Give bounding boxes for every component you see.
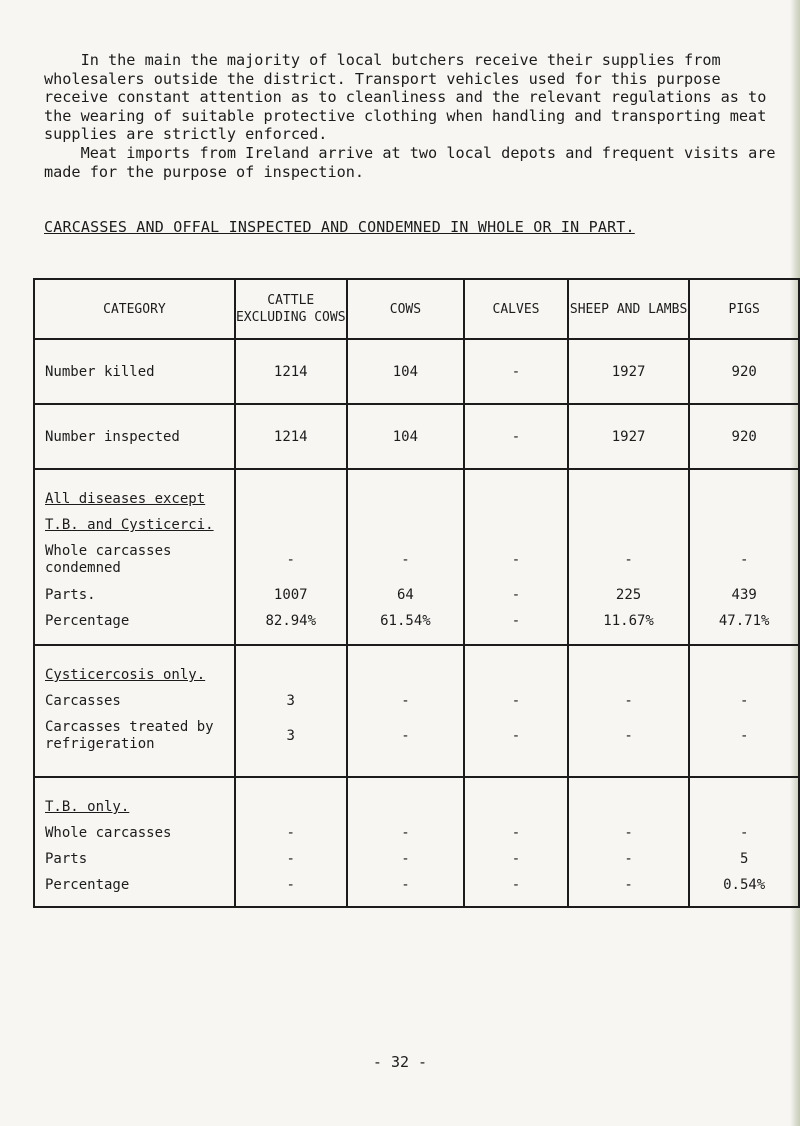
- value-whole: -: [739, 825, 749, 841]
- value-parts: -: [511, 851, 521, 867]
- cell-calves: -: [464, 404, 568, 469]
- parts-label: Parts.: [45, 587, 96, 603]
- page-number: - 32 -: [372, 1053, 428, 1071]
- table-row-number-killed: [34, 339, 799, 404]
- header-sheep: SHEEP AND LAMBS: [568, 279, 690, 339]
- value-refrigeration: 3: [286, 727, 295, 744]
- percentage-label: Percentage: [45, 877, 130, 893]
- cell-pigs: [689, 645, 799, 777]
- cell-cows: [347, 777, 465, 907]
- table-row-number-inspected: [34, 404, 799, 469]
- cell-cattle: [235, 469, 347, 645]
- value-percentage: 11.67%: [603, 613, 654, 629]
- value-parts: 64: [396, 587, 414, 603]
- cell-calves: [464, 777, 568, 907]
- value-carcasses: -: [511, 693, 521, 709]
- value-whole: -: [286, 825, 295, 841]
- table-row-cysticercosis: [34, 645, 799, 777]
- cell-pigs: [689, 469, 799, 645]
- cell-cows: 104: [347, 404, 465, 469]
- cell-cattle: [235, 777, 347, 907]
- cell-sheep: [568, 469, 690, 645]
- cell-pigs: 920: [689, 404, 799, 469]
- value-refrigeration: -: [624, 727, 633, 744]
- cell-calves: [464, 469, 568, 645]
- parts-label: Parts: [45, 851, 88, 867]
- value-carcasses: -: [401, 693, 410, 709]
- cell-sheep: 1927: [568, 339, 690, 404]
- value-percentage: 47.71%: [718, 613, 770, 629]
- value-percentage: -: [624, 877, 633, 893]
- value-percentage: -: [511, 877, 521, 893]
- cell-calves: -: [464, 339, 568, 404]
- value-parts: 5: [739, 851, 749, 867]
- refrigeration-label: Carcasses treated by refrigeration: [45, 719, 214, 752]
- cell-cows: [347, 469, 465, 645]
- value-whole: -: [511, 551, 521, 568]
- value-carcasses: 3: [286, 693, 295, 709]
- value-refrigeration: -: [739, 727, 749, 744]
- row-label-group: [34, 645, 235, 777]
- whole-carcasses-label: Whole carcasses: [45, 825, 172, 841]
- table-row-all-diseases: [34, 469, 799, 645]
- table-header-row: [34, 279, 799, 339]
- header-calves: CALVES: [464, 279, 568, 339]
- header-cows: COWS: [347, 279, 465, 339]
- cell-sheep: [568, 645, 690, 777]
- table-heading: CARCASSES AND OFFAL INSPECTED AND CONDEMNED IN WHOLE OR IN PART.: [44, 218, 635, 236]
- value-whole: -: [624, 551, 633, 568]
- section-title-line-1: All diseases except: [45, 491, 206, 507]
- row-label: Number killed: [34, 339, 235, 404]
- whole-carcasses-label: Whole carcasses condemned: [45, 543, 172, 576]
- percentage-label: Percentage: [45, 613, 130, 629]
- section-title: Cysticercosis only.: [45, 667, 206, 683]
- value-percentage: 0.54%: [723, 877, 766, 893]
- section-title: T.B. only.: [45, 799, 130, 815]
- value-percentage: 82.94%: [265, 613, 317, 629]
- value-percentage: 61.54%: [380, 613, 431, 629]
- value-carcasses: -: [739, 693, 749, 709]
- cell-cattle: 1214: [235, 339, 347, 404]
- row-label: Number inspected: [34, 404, 235, 469]
- intro-paragraph-1: In the main the majority of local butchers receive their supplies from wholesalers outside the district. Transport vehicles used for this purpose receive constant attention as to cleanliness and the relevant regulations as to the wearing of suitable protective clothing when handling and transporting meat supplies are strictly enforced.: [44, 51, 776, 143]
- cell-cows: 104: [347, 339, 465, 404]
- intro-paragraph-2: Meat imports from Ireland arrive at two local depots and frequent visits are made for the purpose of inspection.: [44, 144, 785, 181]
- value-parts: -: [624, 851, 633, 867]
- row-label-group: [34, 469, 235, 645]
- inspection-table: [33, 278, 800, 908]
- value-refrigeration: -: [511, 727, 521, 744]
- value-whole: -: [624, 825, 633, 841]
- carcasses-label: Carcasses: [45, 693, 121, 709]
- section-title-line-2: T.B. and Cysticerci.: [45, 517, 214, 533]
- cell-cows: [347, 645, 465, 777]
- value-percentage: -: [511, 613, 521, 629]
- value-parts: 1007: [273, 587, 308, 603]
- cell-calves: [464, 645, 568, 777]
- value-percentage: -: [286, 877, 295, 893]
- value-whole: -: [401, 551, 410, 568]
- table-row-tb: [34, 777, 799, 907]
- value-whole: -: [511, 825, 521, 841]
- cell-pigs: [689, 777, 799, 907]
- cell-sheep: 1927: [568, 404, 690, 469]
- value-parts: -: [511, 587, 521, 603]
- value-carcasses: -: [624, 693, 633, 709]
- cell-pigs: 920: [689, 339, 799, 404]
- cell-sheep: [568, 777, 690, 907]
- row-label-group: [34, 777, 235, 907]
- value-refrigeration: -: [401, 727, 410, 744]
- value-parts: -: [286, 851, 295, 867]
- value-whole: -: [286, 551, 295, 568]
- value-whole: -: [739, 551, 749, 568]
- value-parts: -: [401, 851, 410, 867]
- value-whole: -: [401, 825, 410, 841]
- cell-cattle: 1214: [235, 404, 347, 469]
- header-cattle: CATTLE EXCLUDING COWS: [235, 279, 347, 339]
- header-category: CATEGORY: [34, 279, 235, 339]
- header-pigs: PIGS: [689, 279, 799, 339]
- value-percentage: -: [401, 877, 410, 893]
- value-parts: 225: [615, 587, 642, 603]
- cell-cattle: [235, 645, 347, 777]
- value-parts: 439: [731, 587, 757, 603]
